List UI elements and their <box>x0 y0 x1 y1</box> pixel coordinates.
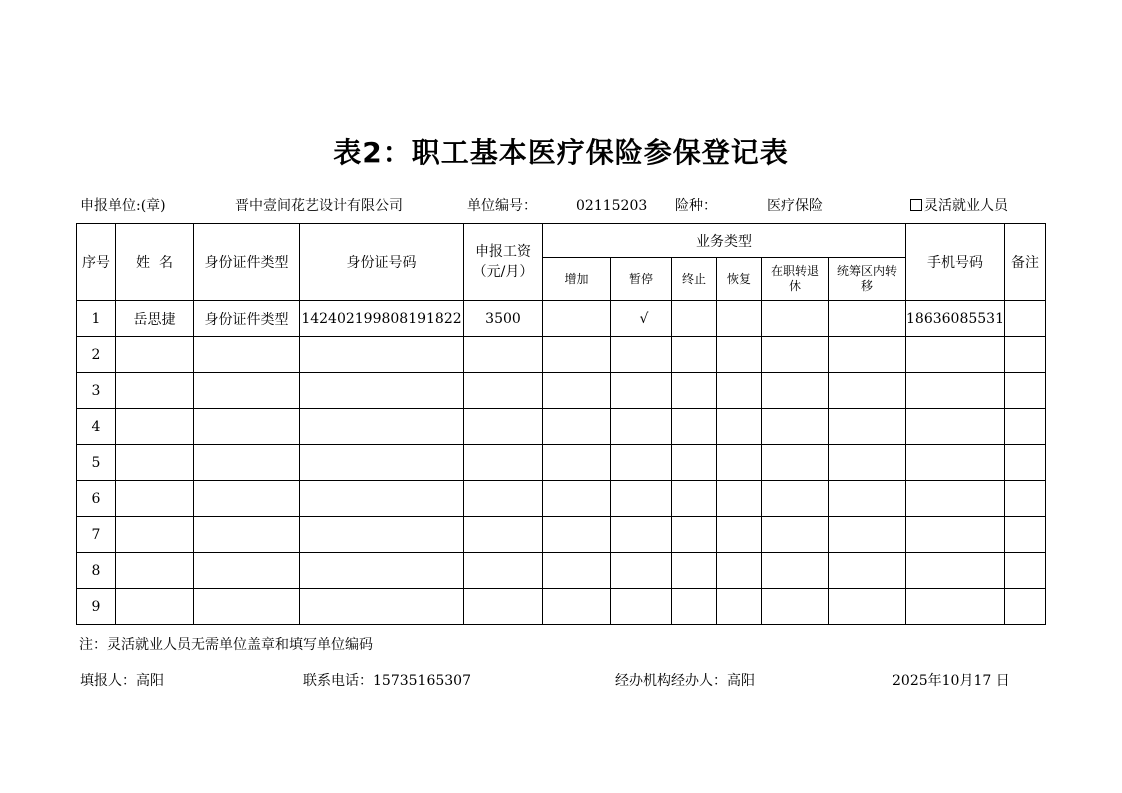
cell-add[interactable] <box>543 553 611 589</box>
cell-wage[interactable] <box>464 589 543 625</box>
cell-seq: 7 <box>77 517 116 553</box>
cell-remarks[interactable] <box>1005 445 1046 481</box>
cell-name[interactable] <box>116 445 194 481</box>
table-row <box>77 337 1046 373</box>
header-terminate: 终止 <box>672 258 717 301</box>
cell-terminate[interactable] <box>672 517 717 553</box>
cell-phone[interactable]: 18636085531 <box>906 301 1005 337</box>
cell-seq: 8 <box>77 553 116 589</box>
cell-name[interactable]: 岳思捷 <box>116 301 194 337</box>
cell-pause[interactable] <box>611 481 672 517</box>
cell-id-number[interactable] <box>300 553 464 589</box>
cell-name[interactable] <box>116 373 194 409</box>
header-id-type: 身份证件类型 <box>194 224 300 301</box>
cell-add[interactable] <box>543 373 611 409</box>
cell-retire[interactable] <box>762 553 829 589</box>
cell-restore[interactable] <box>717 481 762 517</box>
cell-transfer[interactable] <box>829 337 906 373</box>
header-phone: 手机号码 <box>906 224 1005 301</box>
contact-phone: 联系电话：15735165307 <box>303 673 471 689</box>
cell-seq: 5 <box>77 445 116 481</box>
cell-terminate[interactable] <box>672 589 717 625</box>
cell-name[interactable] <box>116 337 194 373</box>
cell-retire[interactable] <box>762 337 829 373</box>
cell-restore[interactable] <box>717 409 762 445</box>
cell-seq: 9 <box>77 589 116 625</box>
cell-terminate[interactable] <box>672 337 717 373</box>
cell-wage[interactable]: 3500 <box>464 301 543 337</box>
cell-id-number[interactable] <box>300 481 464 517</box>
header-retire: 在职转退休 <box>762 258 829 301</box>
cell-restore[interactable] <box>717 301 762 337</box>
header-transfer: 统筹区内转移 <box>829 258 906 301</box>
cell-transfer[interactable] <box>829 481 906 517</box>
cell-name[interactable] <box>116 517 194 553</box>
cell-retire[interactable] <box>762 409 829 445</box>
table-row <box>77 589 1046 625</box>
cell-phone[interactable] <box>906 553 1005 589</box>
table-row <box>77 373 1046 409</box>
cell-remarks[interactable] <box>1005 589 1046 625</box>
table-note: 注：灵活就业人员无需单位盖章和填写单位编码 <box>79 637 373 653</box>
cell-wage[interactable] <box>464 517 543 553</box>
table-row <box>77 445 1046 481</box>
cell-add[interactable] <box>543 589 611 625</box>
cell-id-type[interactable]: 身份证件类型 <box>194 301 300 337</box>
cell-id-number[interactable]: 142402199808191822 <box>300 301 464 337</box>
cell-name[interactable] <box>116 553 194 589</box>
header-restore: 恢复 <box>717 258 762 301</box>
header-remarks: 备注 <box>1005 224 1046 301</box>
header-name: 姓 名 <box>116 224 194 301</box>
cell-phone[interactable] <box>906 337 1005 373</box>
cell-remarks[interactable] <box>1005 409 1046 445</box>
table-row <box>77 517 1046 553</box>
cell-retire[interactable] <box>762 517 829 553</box>
filler: 填报人：高阳 <box>80 673 164 689</box>
cell-terminate[interactable] <box>672 301 717 337</box>
header-seq: 序号 <box>77 224 116 301</box>
cell-id-number[interactable] <box>300 337 464 373</box>
cell-wage[interactable] <box>464 409 543 445</box>
cell-restore[interactable] <box>717 373 762 409</box>
cell-seq: 1 <box>77 301 116 337</box>
cell-remarks[interactable] <box>1005 373 1046 409</box>
registration-table <box>76 223 1046 625</box>
cell-transfer[interactable] <box>829 517 906 553</box>
cell-phone[interactable] <box>906 409 1005 445</box>
cell-id-number[interactable] <box>300 517 464 553</box>
cell-id-number[interactable] <box>300 445 464 481</box>
table-row <box>77 553 1046 589</box>
cell-id-type[interactable] <box>194 445 300 481</box>
header-add: 增加 <box>543 258 611 301</box>
header-wage-line1: 申报工资 <box>475 244 531 260</box>
cell-seq: 2 <box>77 337 116 373</box>
cell-phone[interactable] <box>906 517 1005 553</box>
header-business-type: 业务类型 <box>543 224 906 258</box>
unit-code: 02115203 <box>576 198 648 214</box>
insurance-type-label: 险种： <box>675 198 717 214</box>
cell-id-type[interactable] <box>194 589 300 625</box>
cell-retire[interactable] <box>762 481 829 517</box>
cell-wage[interactable] <box>464 481 543 517</box>
cell-retire[interactable] <box>762 445 829 481</box>
cell-add[interactable] <box>543 481 611 517</box>
form-title: 表2：职工基本医疗保险参保登记表 <box>333 136 789 169</box>
cell-id-number[interactable] <box>300 589 464 625</box>
cell-id-number[interactable] <box>300 409 464 445</box>
cell-name[interactable] <box>116 409 194 445</box>
cell-transfer[interactable] <box>829 445 906 481</box>
header-pause: 暂停 <box>611 258 672 301</box>
cell-seq: 3 <box>77 373 116 409</box>
cell-restore[interactable] <box>717 589 762 625</box>
cell-phone[interactable] <box>906 481 1005 517</box>
cell-phone[interactable] <box>906 589 1005 625</box>
cell-restore[interactable] <box>717 445 762 481</box>
cell-id-type[interactable] <box>194 481 300 517</box>
cell-add[interactable] <box>543 301 611 337</box>
cell-pause[interactable] <box>611 589 672 625</box>
fill-date: 2025年10月17 日 <box>892 673 1010 689</box>
cell-transfer[interactable] <box>829 373 906 409</box>
cell-pause[interactable] <box>611 445 672 481</box>
cell-remarks[interactable] <box>1005 481 1046 517</box>
cell-add[interactable] <box>543 517 611 553</box>
cell-pause[interactable] <box>611 517 672 553</box>
cell-id-type[interactable] <box>194 517 300 553</box>
cell-terminate[interactable] <box>672 409 717 445</box>
header-wage <box>464 224 543 301</box>
cell-terminate[interactable] <box>672 553 717 589</box>
cell-pause[interactable] <box>611 409 672 445</box>
cell-transfer[interactable] <box>829 301 906 337</box>
cell-name[interactable] <box>116 481 194 517</box>
cell-wage[interactable] <box>464 445 543 481</box>
cell-transfer[interactable] <box>829 589 906 625</box>
handler: 经办机构经办人：高阳 <box>615 673 755 689</box>
cell-restore[interactable] <box>717 553 762 589</box>
table-row <box>77 301 1046 337</box>
cell-wage[interactable] <box>464 337 543 373</box>
flexible-employment-checkbox[interactable] <box>910 197 1008 215</box>
cell-add[interactable] <box>543 409 611 445</box>
unit-name: 晋中壹间花艺设计有限公司 <box>235 198 403 214</box>
cell-wage[interactable] <box>464 373 543 409</box>
cell-terminate[interactable] <box>672 481 717 517</box>
cell-pause[interactable] <box>611 553 672 589</box>
cell-wage[interactable] <box>464 553 543 589</box>
cell-remarks[interactable] <box>1005 337 1046 373</box>
unit-label: 申报单位:(章) <box>80 198 166 214</box>
flexible-employment-label: 灵活就业人员 <box>924 198 1008 214</box>
cell-id-type[interactable] <box>194 409 300 445</box>
cell-pause[interactable]: √ <box>611 301 672 337</box>
cell-pause[interactable] <box>611 373 672 409</box>
cell-id-number[interactable] <box>300 373 464 409</box>
insurance-type: 医疗保险 <box>767 198 823 214</box>
cell-id-type[interactable] <box>194 373 300 409</box>
cell-retire[interactable] <box>762 373 829 409</box>
checkbox-icon[interactable] <box>910 199 922 211</box>
cell-terminate[interactable] <box>672 373 717 409</box>
header-id-number: 身份证号码 <box>300 224 464 301</box>
cell-pause[interactable] <box>611 337 672 373</box>
cell-phone[interactable] <box>906 373 1005 409</box>
cell-remarks[interactable] <box>1005 553 1046 589</box>
table-row <box>77 409 1046 445</box>
cell-id-type[interactable] <box>194 337 300 373</box>
cell-terminate[interactable] <box>672 445 717 481</box>
header-wage-line2: （元/月） <box>472 264 534 280</box>
table-row <box>77 481 1046 517</box>
cell-transfer[interactable] <box>829 409 906 445</box>
cell-restore[interactable] <box>717 517 762 553</box>
cell-retire[interactable] <box>762 301 829 337</box>
cell-restore[interactable] <box>717 337 762 373</box>
cell-name[interactable] <box>116 589 194 625</box>
cell-id-type[interactable] <box>194 553 300 589</box>
cell-retire[interactable] <box>762 589 829 625</box>
cell-seq: 4 <box>77 409 116 445</box>
cell-add[interactable] <box>543 445 611 481</box>
cell-transfer[interactable] <box>829 553 906 589</box>
cell-add[interactable] <box>543 337 611 373</box>
cell-remarks[interactable] <box>1005 301 1046 337</box>
cell-phone[interactable] <box>906 445 1005 481</box>
cell-remarks[interactable] <box>1005 517 1046 553</box>
cell-seq: 6 <box>77 481 116 517</box>
unit-code-label: 单位编号： <box>467 198 537 214</box>
